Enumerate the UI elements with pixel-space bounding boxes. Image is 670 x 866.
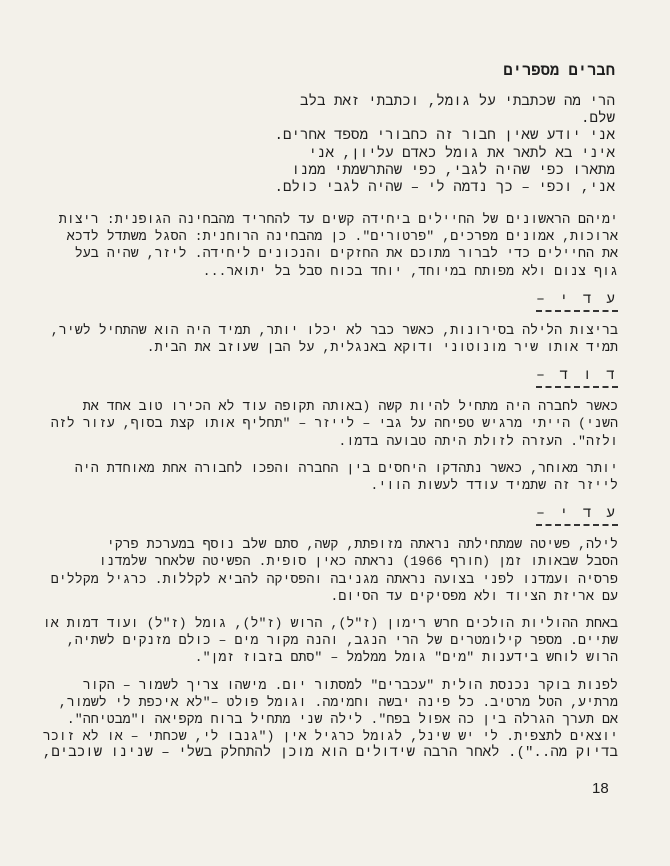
poem-line: איני בא לתאר את גומל כאדם עליון, אני xyxy=(308,145,615,162)
poem-block xyxy=(274,94,615,197)
paragraph-line: השני) הייתי מרגיש טפיחה על גבי – לייזר – "תחליף אותו קצת בסוף, עזור לזה xyxy=(50,416,618,432)
body-text xyxy=(43,211,618,763)
paragraph-line: כאשר לחברה היה מתחיל להיות קשה (באותה תקופה עוד לא הכירו טוב אחד את xyxy=(82,399,618,415)
paragraph-line: אם תערך הגרלה בין כה אפול בפח". לילה שני מתחיל ברוח מקפיאה ו"מבטיחה". xyxy=(66,712,618,728)
paragraph-line: הסבל שבאותו זמן (חורף 1966) נראתה כאין סופית. הפשיטה שלאחר שלמדנו xyxy=(98,554,618,570)
paragraph-line: באחת ההוליות הולכים חרש רימון (ז"ל), הרוש (ז"ל), גומל (ז"ל) ועוד דמות או xyxy=(42,616,618,632)
page-number: 18 xyxy=(592,780,609,797)
paragraph-line: לייזר זה שתמיד עודד לעשות הווי. xyxy=(370,478,618,494)
poem-line: שלם. xyxy=(580,111,615,128)
paragraph-line: ארוכות, אמונים מפרכים, "פרטורים". כן מהבחינה הרוחנית: הסגל משתדל לדכא xyxy=(66,229,618,245)
paragraph-line: לילה, פשיטה שמתחילתה נראתה מזופתת, קשה, סתם שלב נוסף במערכת פרקי xyxy=(106,537,618,553)
paragraph-line: מרתיע, הטל מרטיב. כל פינה יבשה וחמימה. וגומל פולט –"לא איכפת לי לשמור, xyxy=(58,694,618,710)
paragraph-line: הרוש לוחש בידענות "מים" גומל ממלמל – "סתם בזבוז זמן". xyxy=(194,650,618,666)
poem-line: מתארו כפי שהיה לגבי, כפי שהתרשמתי ממנו xyxy=(291,162,615,179)
paragraph-line: עם אריזת הציוד ולא מפסיקים עד הסיום. xyxy=(330,588,618,604)
running-header: חברים מספרים xyxy=(503,62,615,80)
paragraph-line: ולזה". העזרה לזולת היתה טבועה בדמו. xyxy=(338,433,618,449)
paragraph-line: בדיוק מה.."). לאחר הרבה שידולים הוא מוכן להתחלק בשלי – שנינו שוכבים, xyxy=(42,745,618,762)
speaker-label: ד ו ד – xyxy=(536,367,618,388)
paragraph-line: לפנות בוקר נכנסת הולית "עכברים" למסתור יום. מישהו צריך לשמור – הקור xyxy=(82,677,618,693)
poem-line: אני יודע שאין חבור זה כחבורי מספד אחרים. xyxy=(274,128,615,145)
speaker-label: ע ד י – xyxy=(536,291,618,312)
poem-line: אני, וכפי – כך נדמה לי – שהיה לגבי כולם. xyxy=(274,180,615,197)
speaker-label: ע ד י – xyxy=(536,505,618,526)
paragraph-line: יותר מאוחר, כאשר נתהדקו היחסים בין החברה והפכו לחבורה אחת מאוחדת היה xyxy=(74,460,618,476)
paragraph-line: בריצות הלילה בסירונות, כאשר כבר לא יכלו יותר, תמיד היה הוא שהתחיל לשיר, xyxy=(50,322,618,338)
paragraph-line: תמיד אותו שיר מונוטוני ודוקא באנגלית, על הבן שעוזב את הבית. xyxy=(146,340,618,356)
paragraph-line: ימיהם הראשונים של החיילים ביחידה קשים עד להחריד מהבחינה הגופנית: ריצות xyxy=(58,212,618,227)
paragraph-line: יוצאים לתצפית. לי יש שינל, לגומל כרגיל אין ("גנבו לי, שכחתי – או לא זוכר xyxy=(42,729,618,745)
poem-line: הרי מה שכתבתי על גומל, וכתבתי זאת בלב xyxy=(299,94,615,110)
paragraph-line: את החיילים כדי לברור מתוכם את החזקים והנכונים ליחידה. ליזר, שהיה בעל xyxy=(74,246,618,262)
paragraph-line: שתיים. מספר קילומטרים של הרי הנגב, והנה מקור מים – כולם מזנקים לשתיה, xyxy=(66,633,618,649)
paragraph-line: גוף צנום ולא מפותח במיוחד, יוחד בכוח סבל בל יתואר... xyxy=(202,263,618,279)
paragraph-line: פרסיה ועמדנו לפני בצועה נראתה מגניבה והפסיקה להביא לקללות. כרגיל מקללים xyxy=(50,571,618,587)
